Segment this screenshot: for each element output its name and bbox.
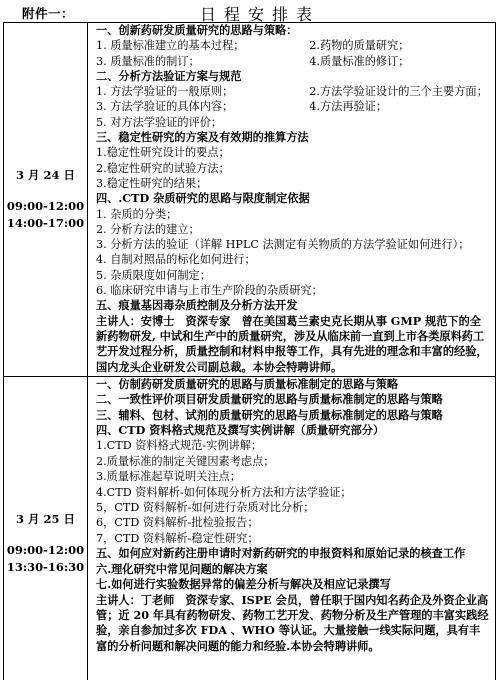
list-item: 4.CTD 资料解析-如何体现分析方法和方法学验证； (96, 485, 352, 499)
section-title: 六.理化研究中常见问题的解决方案 (96, 561, 268, 576)
list-item: 3. 方法学验证的具体内容； 4.方法再验证； (96, 100, 388, 114)
list-item: 5，CTD 资料解析-如何进行杂质对比分析； (96, 501, 315, 515)
list-item: 7，CTD 资料解析-稳定性研究； (96, 531, 259, 545)
lecturer-bio-day2: 主讲人：丁老师 资深专家、ISPE 会员，曾任职于国内知名药企及外资企业高管；近 20 年具有药物研发、药物工艺开发、药物分析及生产管理的丰富实践经验，亲自参加过多次 FDA 、WHO 等认证。大量接触一线实际问题，具有丰富的分析问题和解决问题的能力和经验.本协会特聘讲师。 (96, 592, 489, 653)
list-item: 6. 临床研究申请与上市生产阶段的杂质研究； (96, 284, 323, 298)
list-item: 1. 方法学验证的一般原则； 2.方法学验证设计的三个主要方面； (96, 85, 488, 99)
content-cell-day1 (88, 23, 496, 377)
section-title: 二、分析方法验证方案与规范 (96, 68, 242, 83)
list-item: 6，CTD 资料解析-批检验报告； (96, 516, 259, 530)
schedule-row-day1 (4, 23, 496, 377)
section-title: 二、一致性评价项目研发质量研究的思路与质量标准制定的思路与策略 (96, 392, 443, 407)
section-title: 五、痕量基因毒杂质控制及分析方法开发 (96, 298, 298, 313)
content-cell-day2 (88, 376, 496, 680)
list-item: 4. 自制对照品的标化如何进行； (96, 253, 256, 267)
lecturer-bio-day1: 主讲人：安博士 资深专家 曾在美国葛兰素史克长期从事 GMP 规范下的全新药物研发, 中试和生产中的质量研究，涉及从临床前一直到上市各类原料药工艺开发过程分析，质量控制和材料申报等工作，具有先进的理念和丰富的经验，国内龙头企业研发公司副总裁。本协会特聘讲师。 (96, 313, 488, 374)
day2-date: 3 月 25 日 (15, 511, 76, 526)
section-title: 一、创新药研发质量研究的思路与策略： (96, 23, 298, 37)
section-title: 一、仿制药研发质量研究的思路与质量标准制定的思路与策略 (96, 376, 399, 391)
list-item: 3.稳定性研究的结果； (96, 176, 208, 190)
section-title: 三、稳定性研究的方案及有效期的推算方法 (96, 130, 309, 145)
day1-time-afternoon: 14:00-17:00 (6, 215, 85, 230)
list-item: 2. 分析方法的建立； (96, 222, 200, 236)
list-item: 5. 对方法学验证的评价； (96, 115, 223, 129)
list-item: 3.质量标准起草说明关注点； (96, 470, 241, 484)
list-item: 2.稳定性研究的试验方法； (96, 161, 230, 175)
list-item: 3. 分析方法的验证（详解 HPLC 法测定有关物质的方法学验证如何进行）； (96, 238, 470, 252)
page-title: 日程安排表 (199, 5, 320, 24)
list-item: 1. 杂质的分类； (96, 207, 178, 221)
list-item: 1. 质量标准建立的基本过程； 2.药物的质量研究； (96, 39, 410, 53)
section-title: 四、.CTD 杂质研究的思路与限度制定依据 (96, 191, 310, 206)
section-title: 三、辅料、包材、试剂的质量研究的思路与质量标准制定的思路与策略 (96, 407, 443, 422)
list-item: 1.CTD 资料格式规范-实例讲解； (96, 439, 263, 453)
list-item: 5. 杂质限度如何制定； (96, 268, 211, 282)
day2-time-afternoon: 13:30-16:30 (6, 559, 85, 574)
section-title: 五、如何应对新药注册申请时对新药研究的申报资料和原始记录的核查工作 (96, 546, 466, 561)
section-title: 七.如何进行实验数据异常的偏差分析与解决及相应记录撰写 (96, 577, 391, 592)
schedule-table (3, 22, 496, 680)
date-cell-day1 (4, 23, 88, 377)
day1-time-morning: 09:00-12:00 (6, 198, 85, 213)
list-item: 1.稳定性研究设计的要点； (96, 146, 230, 160)
page-header (0, 0, 500, 24)
date-cell-day2 (4, 376, 88, 680)
section-title: 四、CTD 资料格式规范及撰写实例讲解（质量研究部分） (96, 423, 385, 438)
day2-time-morning: 09:00-12:00 (6, 542, 85, 557)
schedule-row-day2 (4, 376, 496, 680)
day1-date: 3 月 24 日 (15, 167, 76, 182)
list-item: 2.质量标准的制定关键因素考虑点； (96, 454, 275, 468)
attachment-label: 附件一： (22, 6, 75, 21)
list-item: 3. 质量标准的制订； 4.质量标准的修订； (96, 54, 410, 68)
